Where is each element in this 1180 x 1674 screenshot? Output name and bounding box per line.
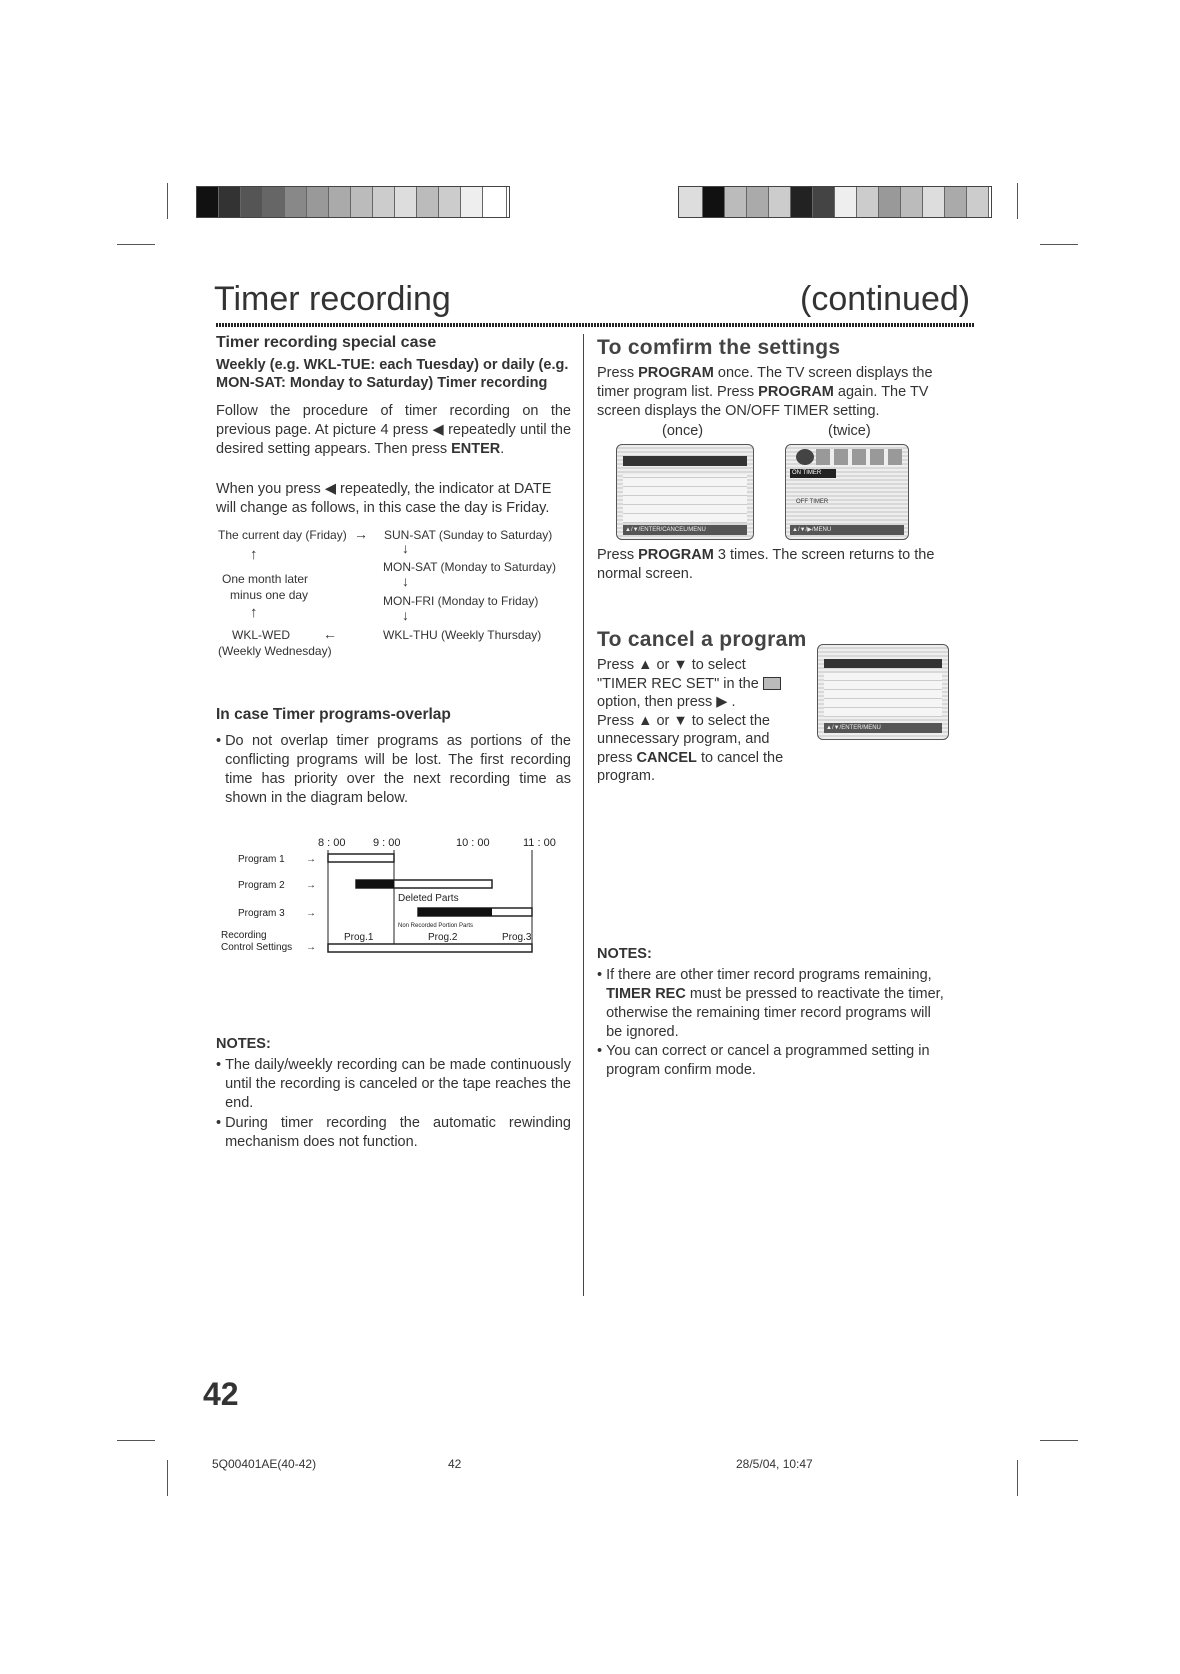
program3-label: Program 3 [238,908,285,919]
flow-current-day: The current day (Friday) [218,528,347,542]
flow-arrow-up-icon: ↑ [250,604,258,621]
svg-text:→: → [306,908,316,919]
left-note-item: • During timer recording the automatic rewinding mechanism does not function. [216,1115,571,1150]
flow-arrow-left-icon: ← [323,626,337,642]
right-note-item: • If there are other timer record programs remaining, TIMER REC must be pressed to reactivate the timer, otherwise the remaining timer record programs will be ignored. [597,967,944,1040]
control-settings-label: Control Settings [221,942,293,953]
clock-icon [796,449,814,465]
press-three-times-paragraph: Press PROGRAM 3 times. The screen returns to the normal screen. [597,547,935,582]
registration-strip-left [196,186,510,218]
prog2-label: Prog.2 [428,932,458,943]
twice-label: (twice) [828,423,871,439]
overlap-timeline-diagram [218,834,563,954]
cancel-screen-footer: ▲/▼/ENTER/MENU [824,723,942,733]
flow-wkl-wed: WKL-WED [232,628,290,642]
svg-text:→: → [306,880,316,891]
crop-mark [167,1460,168,1496]
crop-mark [117,244,155,245]
once-label: (once) [662,423,704,439]
column-divider [583,334,584,1296]
flow-arrow-down-icon: ↓ [402,540,409,556]
tv-screen-on-off-timer [785,444,909,540]
weekly-heading: Weekly (e.g. WKL-TUE: each Tuesday) or daily (e.g. MON-SAT: Monday to Saturday) Timer recording [216,357,569,391]
flow-mon-sat: MON-SAT (Monday to Saturday) [383,560,556,574]
crop-mark [1017,1460,1018,1496]
crop-mark [1040,1440,1078,1441]
page-number: 42 [203,1376,239,1412]
crop-mark [1040,244,1078,245]
time-label: 8 : 00 [318,837,346,849]
overlap-paragraph: • Do not overlap timer programs as portions of the conflicting programs will be lost. The first recording time has priority over the next recording time as shown in the diagram below. [216,733,571,806]
doc-code: 5Q00401AE(40-42) [212,1457,317,1471]
left-arrow-icon: ◀ [324,481,336,497]
registration-strip-right [678,186,992,218]
cancel-heading: To cancel a program [597,628,807,651]
page-title: Timer recording [214,280,451,318]
doc-page: 42 [448,1457,462,1471]
svg-text:→: → [306,854,316,865]
program-list-footer: ▲/▼/ENTER/CANCEL/MENU [623,525,747,535]
flow-wkl-thu: WKL-THU (Weekly Thursday) [383,628,542,642]
tv-screen-cancel-program [817,644,949,740]
flow-wkl-wed-sub: (Weekly Wednesday) [218,644,332,658]
left-notes-heading: NOTES: [216,1036,271,1052]
timer-screen-footer: ▲/▼/▶/MENU [790,525,904,535]
right-note-item: • You can correct or cancel a programmed setting in program confirm mode. [597,1043,930,1078]
program-list-rows [623,475,747,523]
prog3-label: Prog.3 [502,932,532,943]
cancel-paragraph: Press ▲ or ▼ to select "TIMER REC SET" in the option, then press ▶ . Press ▲ or ▼ to select the unnecessary program, and press CANCEL to cancel the program. [597,657,784,784]
crop-mark [167,183,168,219]
non-recorded-label: Non Recorded Portion Parts [398,923,474,929]
flow-minus-day: minus one day [230,588,309,602]
page-title-continued: (continued) [800,280,971,318]
flow-month-later: One month later [222,572,309,586]
special-case-heading: Timer recording special case [216,334,437,351]
doc-date: 28/5/04, 10:47 [736,1457,813,1471]
program-list-header-bar [623,456,747,466]
recording-label: Recording [221,930,267,941]
overlap-heading: In case Timer programs-overlap [216,706,451,723]
crop-mark [117,1440,155,1441]
right-notes-heading: NOTES: [597,946,652,962]
crop-mark [1017,183,1018,219]
flow-sun-sat: SUN-SAT (Sunday to Saturday) [384,528,553,542]
menu-icons-row [816,449,902,465]
left-arrow-icon: ◀ [432,422,444,438]
header-dotted-rule [216,323,974,327]
program2-label: Program 2 [238,880,285,891]
flow-arrow-up-icon: ↑ [250,546,258,563]
on-timer-label: ON TIMER [790,469,836,478]
timer-menu-icon [763,677,781,690]
tv-screen-program-list [616,444,754,540]
cancel-list-rows [824,673,942,717]
indicator-paragraph: When you press ◀ repeatedly, the indicator at DATE will change as follows, in this case the day is Friday. [216,481,552,516]
program1-label: Program 1 [238,854,285,865]
prog1-label: Prog.1 [344,932,374,943]
flow-arrow-down-icon: ↓ [402,573,409,589]
time-label: 10 : 00 [456,837,490,849]
svg-text:→: → [306,942,316,953]
flow-arrow-down-icon: ↓ [402,607,409,623]
flow-mon-fri: MON-FRI (Monday to Friday) [383,594,539,608]
confirm-paragraph: Press PROGRAM once. The TV screen displays the timer program list. Press PROGRAM again. The TV screen displays the ON/OFF TIMER setting. [597,365,933,419]
cancel-list-header-bar [824,659,942,668]
off-timer-label: OFF TIMER [796,499,829,505]
flow-arrow-right-icon: → [354,526,368,542]
confirm-heading: To comfirm the settings [597,336,841,359]
time-label: 9 : 00 [373,837,401,849]
deleted-parts-label: Deleted Parts [398,893,459,904]
procedure-paragraph: Follow the procedure of timer recording on the previous page. At picture 4 press ◀ repeatedly until the desired setting appears. Then press ENTER. [216,403,572,457]
left-note-item: • The daily/weekly recording can be made continuously until the recording is canceled or the tape reaches the end. [216,1057,571,1111]
time-label: 11 : 00 [523,837,556,849]
